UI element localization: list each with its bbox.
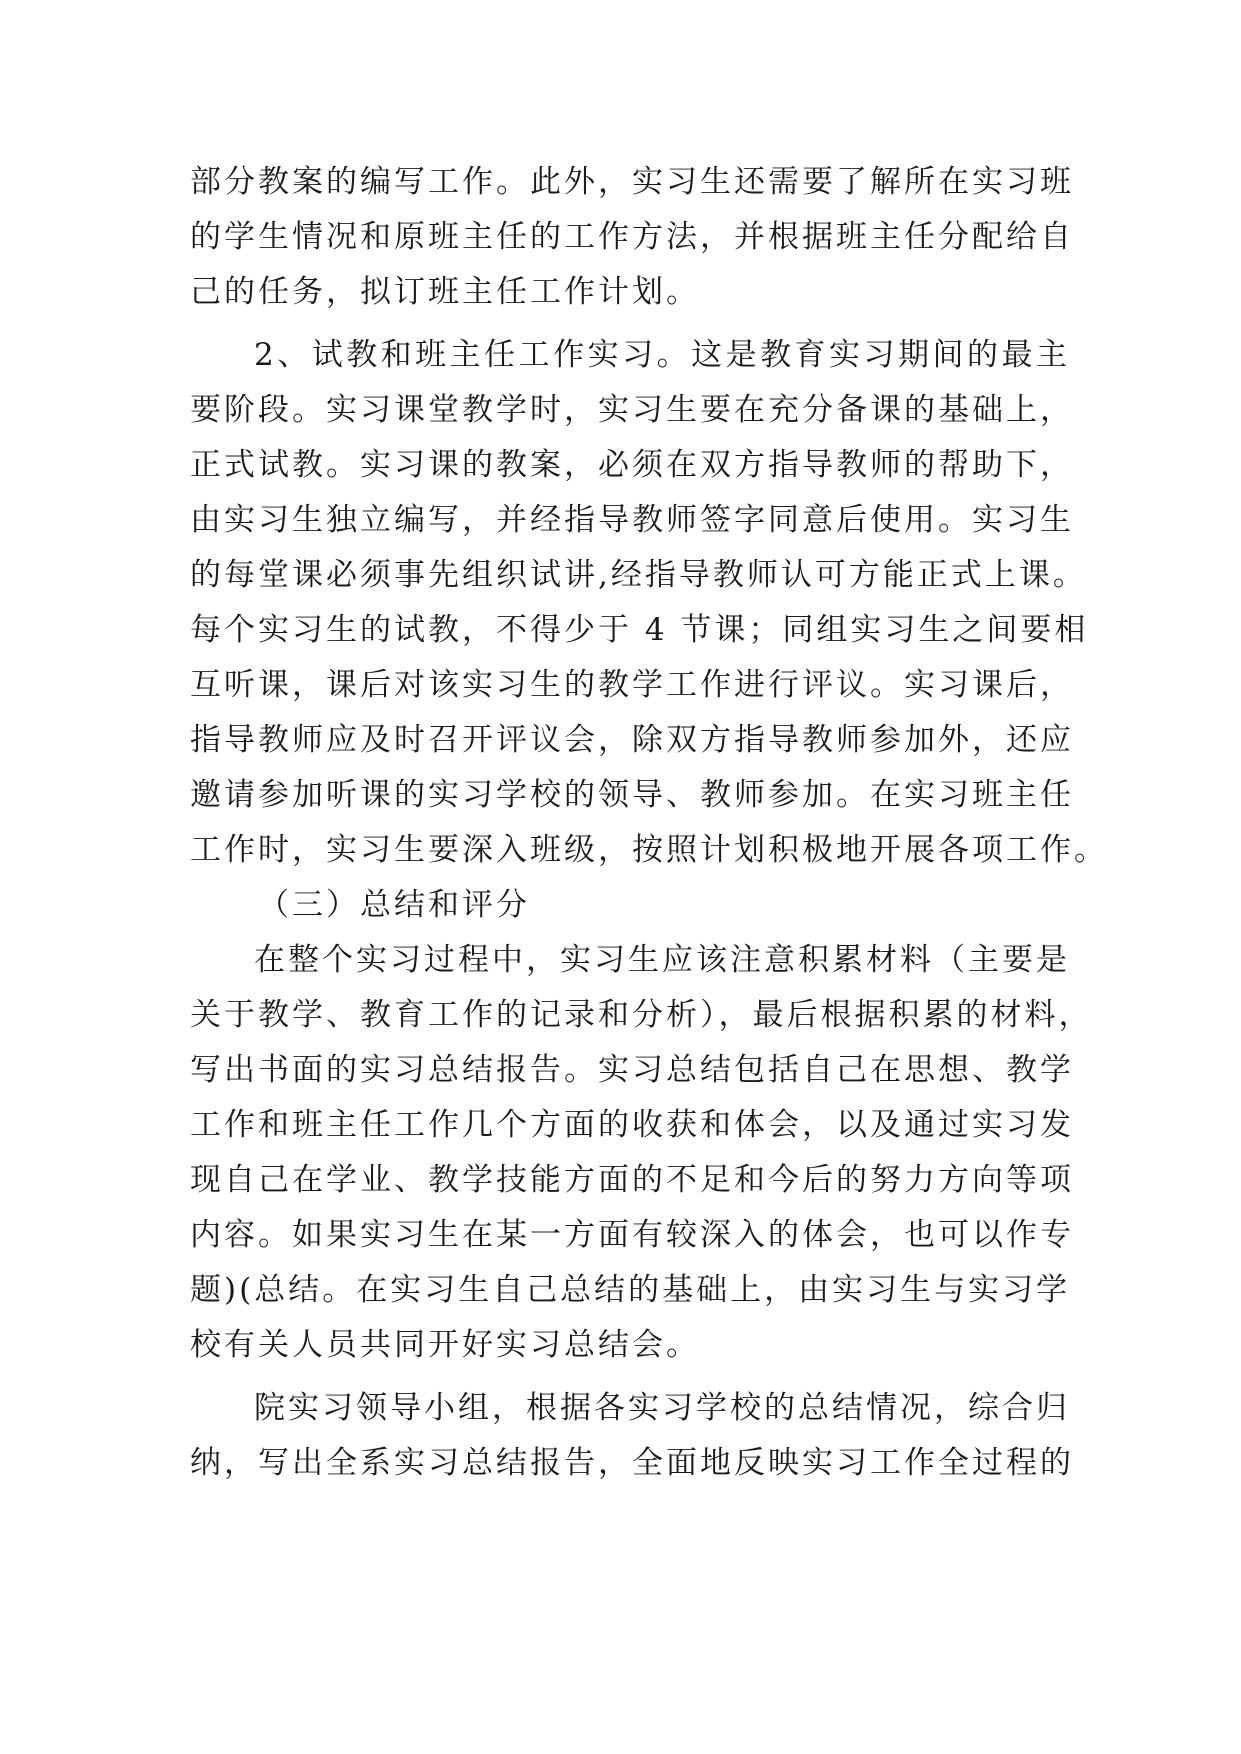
text-line: 的每堂课必须事先组织试讲,经指导教师认可方能正式上课。 <box>190 557 1087 593</box>
text-line: 纳，写出全系实习总结报告，全面地反映实习工作全过程的 <box>190 1445 1074 1481</box>
text-line: 现自己在学业、教学技能方面的不足和今后的努力方向等项 <box>190 1162 1074 1198</box>
document-body <box>190 155 1108 1491</box>
text-line: 要阶段。实习课堂教学时，实习生要在充分备课的基础上， <box>190 392 1074 428</box>
text-line: 的学生情况和原班主任的工作方法，并根据班主任分配给自 <box>190 219 1074 255</box>
text-line: 正式试教。实习课的教案，必须在双方指导教师的帮助下， <box>190 447 1074 483</box>
text-line: 关于教学、教育工作的记录和分析），最后根据积累的材料， <box>190 997 1093 1033</box>
text-line: 每个实习生的试教，不得少于 4 节课；同组实习生之间要相 <box>190 612 1089 648</box>
text-line: 邀请参加听课的实习学校的领导、教师参加。在实习班主任 <box>190 777 1074 813</box>
text-line: 内容。如果实习生在某一方面有较深入的体会，也可以作专 <box>190 1217 1074 1253</box>
text-line: 在整个实习过程中，实习生应该注意积累材料（主要是 <box>254 942 1070 978</box>
text-line: 工作和班主任工作几个方面的收获和体会，以及通过实习发 <box>190 1107 1074 1143</box>
text-line: 写出书面的实习总结报告。实习总结包括自己在思想、教学 <box>190 1052 1074 1088</box>
text-line: 指导教师应及时召开评议会，除双方指导教师参加外，还应 <box>190 722 1074 758</box>
text-line: 己的任务，拟订班主任工作计划。 <box>190 274 700 310</box>
section-heading: （三）总结和评分 <box>258 887 530 923</box>
text-line: 由实习生独立编写，并经指导教师签字同意后使用。实习生 <box>190 502 1074 538</box>
text-line: 工作时，实习生要深入班级，按照计划积极地开展各项工作。 <box>190 832 1108 868</box>
text-line: 题)(总结。在实习生自己总结的基础上，由实习生与实习学 <box>190 1272 1071 1308</box>
text-line: 部分教案的编写工作。此外，实习生还需要了解所在实习班 <box>190 164 1074 200</box>
text-line: 互听课，课后对该实习生的教学工作进行评议。实习课后， <box>190 667 1074 703</box>
text-line: 2、试教和班主任工作实习。这是教育实习期间的最主 <box>254 337 1070 373</box>
text-line: 校有关人员共同开好实习总结会。 <box>190 1327 700 1363</box>
text-line: 院实习领导小组，根据各实习学校的总结情况，综合归 <box>254 1390 1070 1426</box>
